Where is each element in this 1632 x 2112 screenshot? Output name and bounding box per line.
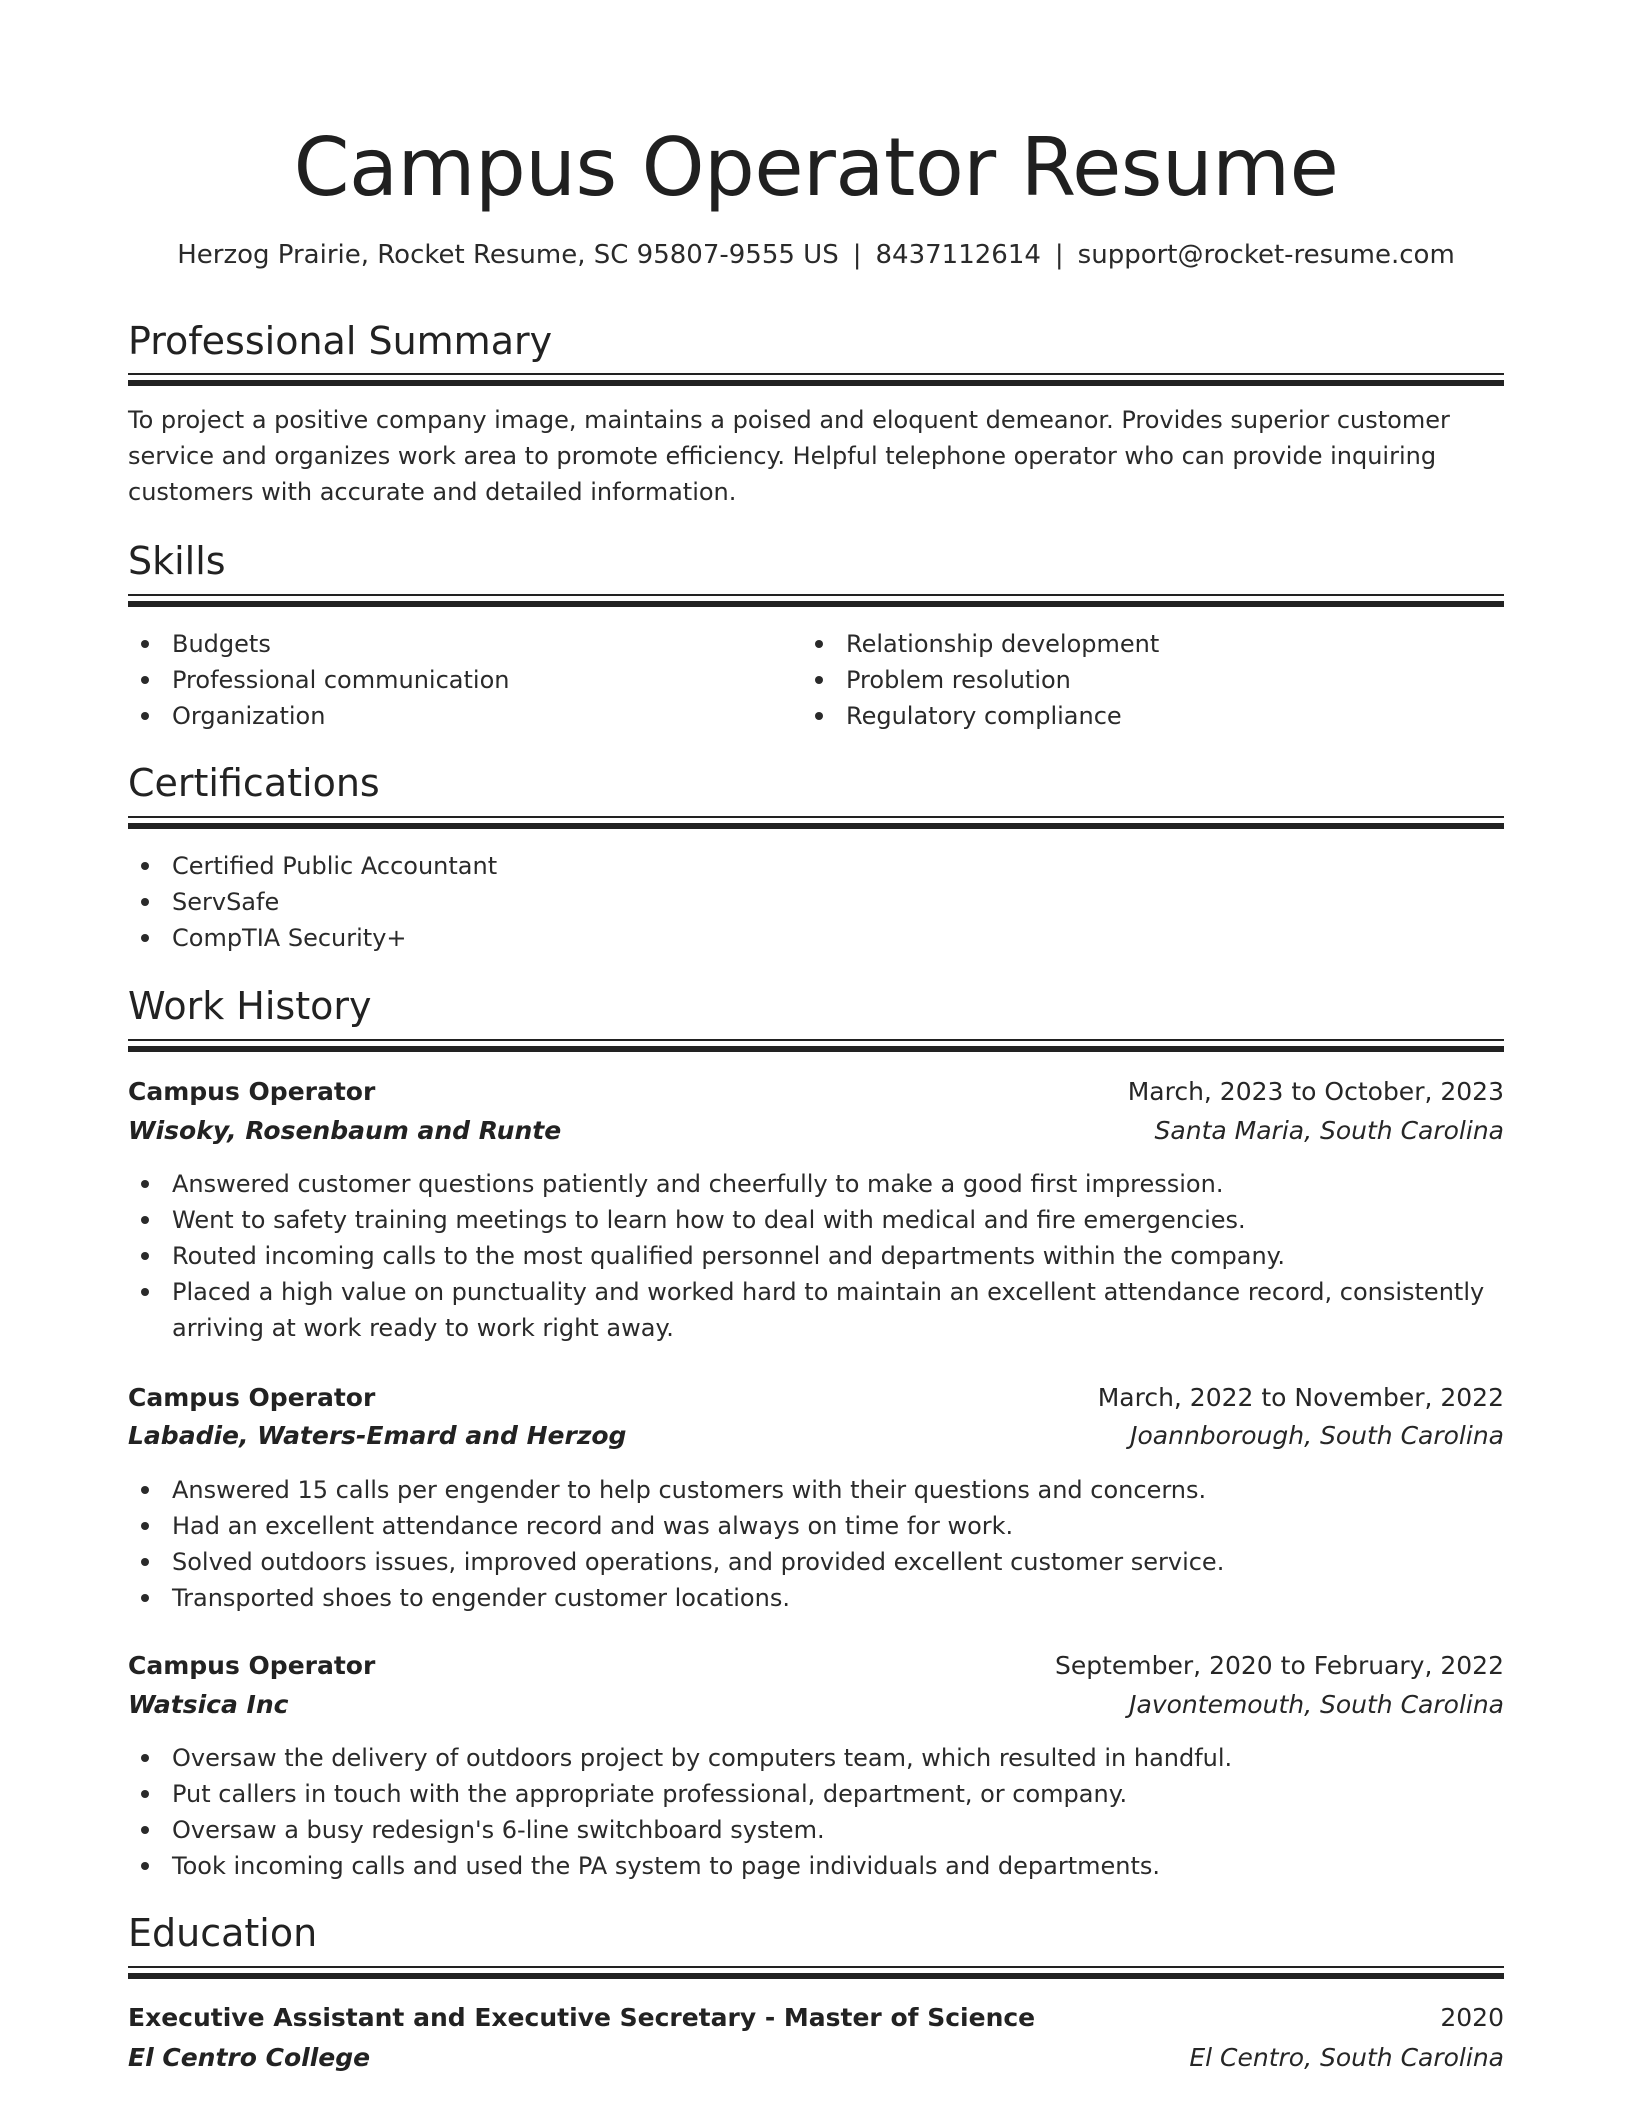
skill-item: Organization [128,698,768,734]
job-location: Santa Maria, South Carolina [1154,1116,1504,1145]
duty-item: Answered customer questions patiently and cheerfully to make a good first impression. [128,1166,1504,1202]
skill-item: Regulatory compliance [802,698,1502,734]
job-title: Campus Operator [128,1077,376,1106]
duty-item: Had an excellent attendance record and was always on time for work. [128,1508,1504,1544]
section-divider [128,594,1504,608]
duty-item: Answered 15 calls per engender to help customers with their questions and concerns. [128,1472,1504,1508]
job-company: Labadie, Waters-Emard and Herzog [128,1421,627,1450]
duty-item: Solved outdoors issues, improved operations, and provided excellent customer service. [128,1544,1504,1580]
skill-item: Relationship development [802,626,1502,662]
section-divider [128,373,1504,387]
duty-item: Went to safety training meetings to learn how to deal with medical and fire emergencies. [128,1202,1504,1238]
contact-address: Herzog Prairie, Rocket Resume, SC 95807-9555 US [177,240,839,270]
contact-separator: | [1054,240,1064,270]
duty-item: Oversaw the delivery of outdoors project by computers team, which resulted in handful. [128,1740,1504,1776]
job-company: Watsica Inc [128,1690,289,1719]
summary-text: To project a positive company image, maintains a poised and eloquent demeanor. Provides superior customer service and organizes work area to promote efficiency. Helpful telephone operator who can provide inquiring customers with accurate and detailed information. [128,406,1450,506]
duty-item: Transported shoes to engender customer locations. [128,1580,1504,1616]
skill-item: Budgets [128,626,768,662]
duty-item: Put callers in touch with the appropriate professional, department, or company. [128,1776,1504,1812]
work-history-heading: Work History [128,984,372,1028]
section-divider [128,1966,1504,1980]
job-subheader [128,1418,1504,1454]
job-subheader [128,1687,1504,1723]
job-title: Campus Operator [128,1651,376,1680]
job-header [128,1648,1504,1684]
skill-item: Problem resolution [802,662,1502,698]
contact-email: support@rocket-resume.com [1077,240,1455,270]
duty-item: Oversaw a busy redesign's 6-line switchboard system. [128,1812,1504,1848]
section-divider [128,816,1504,830]
skills-heading: Skills [128,539,226,583]
job-title: Campus Operator [128,1383,376,1412]
job-location: Javontemouth, South Carolina [1129,1690,1504,1719]
contact-phone: 8437112614 [875,240,1041,270]
section-divider [128,1039,1504,1053]
certification-item: ServSafe [128,884,1504,920]
education-location: El Centro, South Carolina [1189,2043,1504,2072]
education-heading: Education [128,1911,318,1955]
certification-item: Certified Public Accountant [128,848,1504,884]
certifications-list [128,848,1504,956]
job-dates: March, 2023 to October, 2023 [1127,1077,1504,1106]
job-dates: March, 2022 to November, 2022 [1097,1383,1504,1412]
job-header [128,1380,1504,1416]
education-year: 2020 [1440,2003,1504,2032]
job-header [128,1074,1504,1110]
contact-line [0,238,1632,272]
job-duties [128,1472,1504,1616]
job-duties [128,1166,1504,1346]
job-location: Joannborough, South Carolina [1130,1421,1504,1450]
education-header [128,2000,1504,2036]
contact-separator: | [852,240,862,270]
education-subheader [128,2040,1504,2076]
duty-item: Took incoming calls and used the PA system to page individuals and departments. [128,1848,1504,1884]
education-degree: Executive Assistant and Executive Secretary - Master of Science [128,2003,1036,2032]
skill-item: Professional communication [128,662,768,698]
skills-list-right [802,626,1502,734]
duty-item: Placed a high value on punctuality and worked hard to maintain an excellent attendance record, consistently arriving at work ready to work right away. [128,1274,1504,1346]
certifications-heading: Certifications [128,761,380,805]
job-company: Wisoky, Rosenbaum and Runte [128,1116,562,1145]
job-dates: September, 2020 to February, 2022 [1055,1651,1504,1680]
resume-title: Campus Operator Resume [293,121,1339,214]
certification-item: CompTIA Security+ [128,920,1504,956]
summary-heading: Professional Summary [128,319,553,363]
skills-list-left [128,626,768,734]
education-school: El Centro College [128,2043,371,2072]
job-subheader [128,1113,1504,1149]
duty-item: Routed incoming calls to the most qualified personnel and departments within the company. [128,1238,1504,1274]
job-duties [128,1740,1504,1884]
